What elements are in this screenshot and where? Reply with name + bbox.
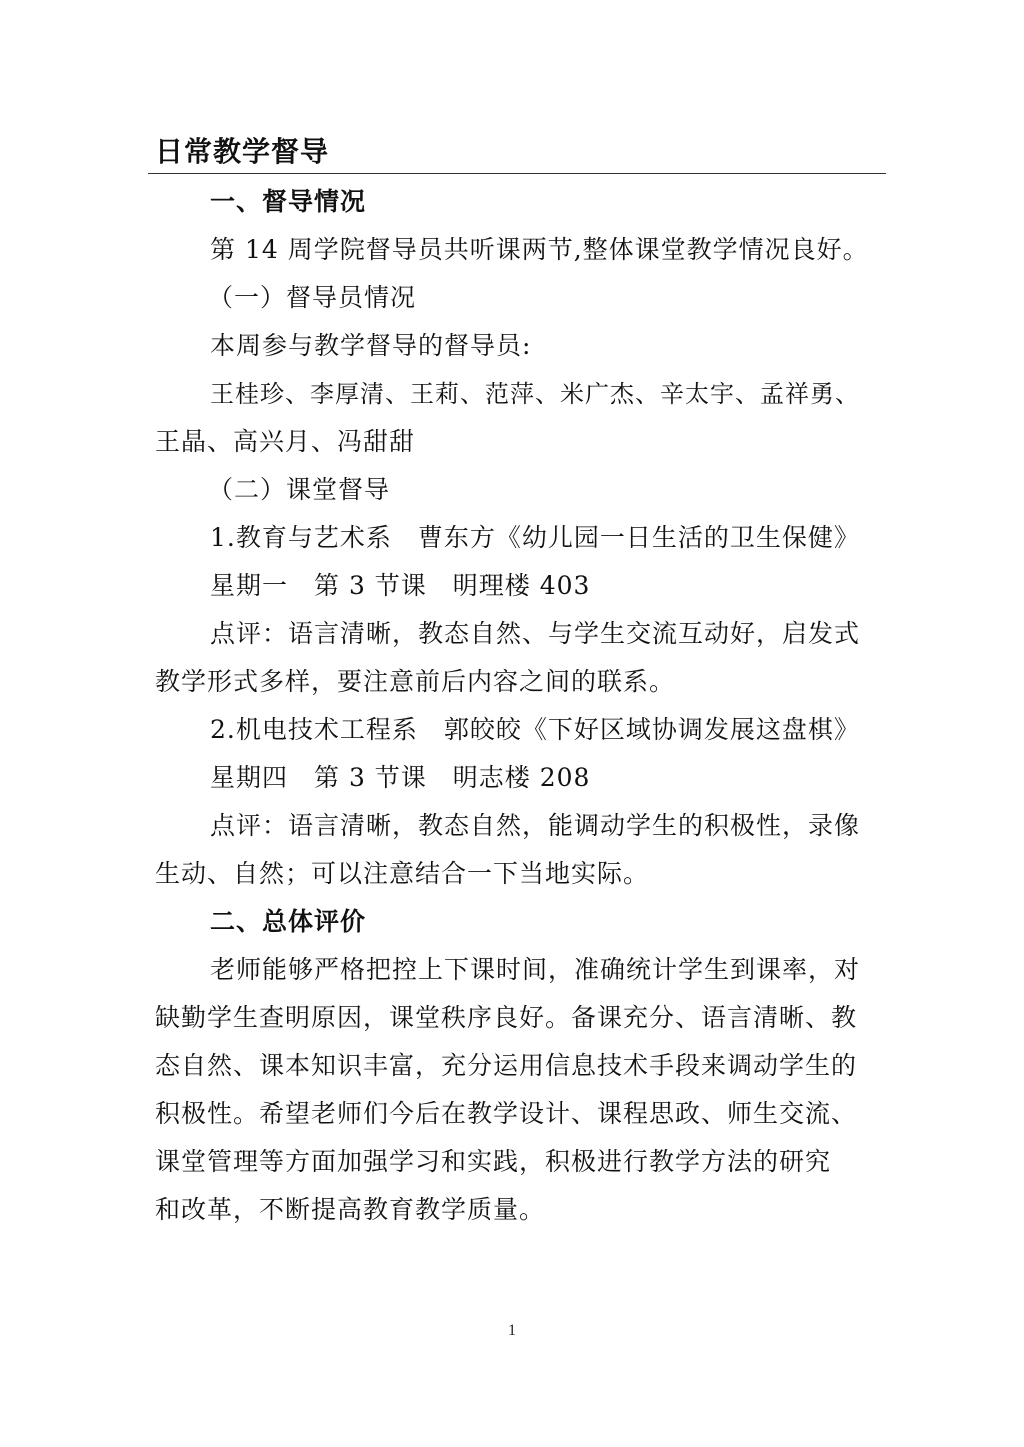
course-item-1-comment-line-1: 点评：语言清晰，教态自然、与学生交流互动好，启发式 xyxy=(210,619,861,648)
course-item-2-comment-line-1: 点评：语言清晰，教态自然，能调动学生的积极性，录像 xyxy=(210,811,861,840)
course-item-2-comment-line-2: 生动、自然；可以注意结合一下当地实际。 xyxy=(155,859,650,888)
course-item-2-title: 2.机电技术工程系 郭皎皎《下好区域协调发展这盘棋》 xyxy=(210,715,860,744)
evaluation-line-6: 和改革，不断提高教育教学质量。 xyxy=(155,1195,546,1224)
course-item-1-title: 1.教育与艺术系 曹东方《幼儿园一日生活的卫生保健》 xyxy=(210,523,860,552)
evaluation-line-2: 缺勤学生查明原因，课堂秩序良好。备课充分、语言清晰、教 xyxy=(155,1003,858,1032)
document-title: 日常教学督导 xyxy=(155,135,330,168)
course-item-1-schedule: 星期一 第 3 节课 明理楼 403 xyxy=(210,571,591,600)
page-number: 1 xyxy=(508,1322,516,1339)
evaluation-line-5: 课堂管理等方面加强学习和实践，积极进行教学方法的研究 xyxy=(155,1147,832,1176)
evaluation-line-4: 积极性。希望老师们今后在教学设计、课程思政、师生交流、 xyxy=(155,1099,858,1128)
supervisor-names-line-1: 王桂珍、李厚清、王莉、范萍、米广杰、辛太宇、孟祥勇、 xyxy=(210,380,860,408)
supervisors-intro: 本周参与教学督导的督导员: xyxy=(210,331,532,360)
supervisor-names-line-2: 王晶、高兴月、冯甜甜 xyxy=(155,427,416,456)
supervision-intro: 第 14 周学院督导员共听课两节,整体课堂教学情况良好。 xyxy=(210,235,869,264)
subsection-heading-classroom: （二）课堂督导 xyxy=(208,475,391,504)
title-divider xyxy=(148,173,886,174)
course-item-1-comment-line-2: 教学形式多样，要注意前后内容之间的联系。 xyxy=(155,667,676,696)
section-heading-supervision: 一、督导情况 xyxy=(210,187,367,216)
evaluation-line-3: 态自然、课本知识丰富，充分运用信息技术手段来调动学生的 xyxy=(155,1051,858,1080)
section-heading-evaluation: 二、总体评价 xyxy=(210,907,367,936)
subsection-heading-supervisors: （一）督导员情况 xyxy=(208,283,417,312)
course-item-2-schedule: 星期四 第 3 节课 明志楼 208 xyxy=(210,763,591,792)
evaluation-line-1: 老师能够严格把控上下课时间，准确统计学生到课率，对 xyxy=(210,955,861,984)
